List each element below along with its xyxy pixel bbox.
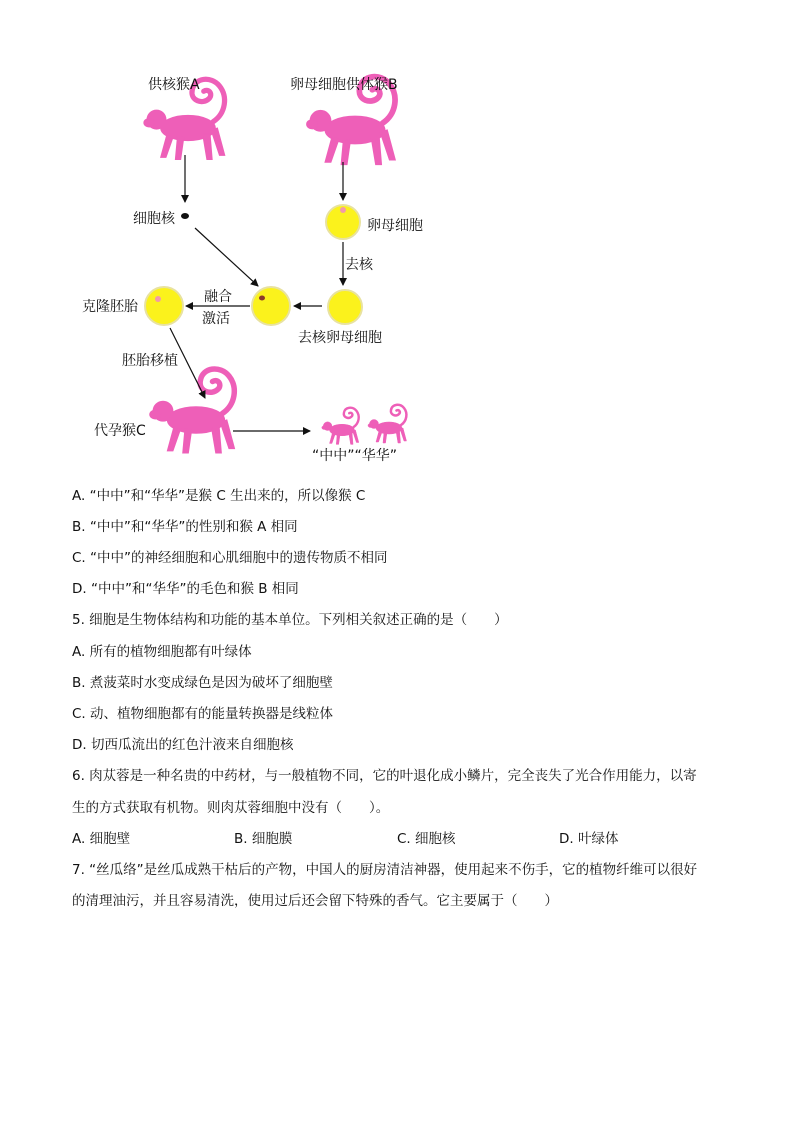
q6-options (72, 827, 732, 847)
cloning-diagram (0, 0, 794, 470)
arrow-nucleus-to-fused (195, 228, 258, 286)
nucleus-dot (181, 213, 189, 219)
q7-stem-line1: 7. “丝瓜络”是丝瓜成熟干枯后的产物，中国人的厨房清洁神器，使用起来不伤手，它的植物纤维可以很好 (72, 862, 698, 878)
q6-option-c: C. 细胞核 (397, 831, 456, 847)
baby-monkey-huahua-icon (368, 405, 407, 443)
enucleate-label: 去核 (345, 257, 373, 273)
q5-option-a: A. 所有的植物细胞都有叶绿体 (72, 644, 252, 660)
offspring-label: “中中”“华华” (312, 448, 398, 464)
q6-stem-line1: 6. 肉苁蓉是一种名贵的中药材，与一般植物不同，它的叶退化成小鳞片，完全丧失了光合作用能力，以寄 (72, 768, 697, 784)
q6-option-b: B. 细胞膜 (234, 831, 293, 847)
clone-embryo-cell (145, 287, 183, 325)
baby-monkey-zhongzhong-icon (322, 408, 359, 445)
clone-embryo-label: 克隆胚胎 (82, 299, 138, 315)
q4-option-b: B. “中中”和“华华”的性别和猴 A 相同 (72, 519, 298, 535)
egg-donor-monkey-b-label: 卵母细胞供体猴B (290, 77, 398, 93)
q6-stem-line2: 生的方式获取有机物。则肉苁蓉细胞中没有（ ）。 (72, 800, 390, 816)
q6-option-d: D. 叶绿体 (559, 831, 619, 847)
donor-monkey-a-label: 供核猴A (148, 77, 200, 93)
q4-option-a: A. “中中”和“华华”是猴 C 生出来的，所以像猴 C (72, 488, 366, 504)
q5-stem: 5. 细胞是生物体结构和功能的基本单位。下列相关叙述正确的是（ ） (72, 612, 508, 628)
q4-option-c: C. “中中”的神经细胞和心肌细胞中的遗传物质不相同 (72, 550, 388, 566)
q5-option-c: C. 动、植物细胞都有的能量转换器是线粒体 (72, 706, 334, 722)
cloning-diagram-graphics (0, 0, 794, 470)
activation-label: 激活 (202, 311, 230, 327)
embryo-transfer-label: 胚胎移植 (122, 353, 178, 369)
q7-stem-line2: 的清理油污，并且容易清洗，使用过后还会留下特殊的香气。它主要属于（ ） (72, 893, 558, 909)
oocyte-cell (326, 205, 360, 239)
q4-option-d: D. “中中”和“华华”的毛色和猴 B 相同 (72, 581, 299, 597)
fusion-label: 融合 (204, 289, 232, 305)
enucleated-oocyte-label: 去核卵母细胞 (298, 330, 382, 346)
oocyte-label: 卵母细胞 (367, 218, 423, 234)
q5-option-b: B. 煮菠菜时水变成绿色是因为破坏了细胞壁 (72, 675, 333, 691)
surrogate-monkey-c-label: 代孕猴C (94, 423, 146, 439)
q6-option-a: A. 细胞壁 (72, 831, 131, 847)
q5-option-d: D. 切西瓜流出的红色汁液来自细胞核 (72, 737, 294, 753)
fused-cell (252, 287, 290, 325)
monkey-c-icon (150, 369, 235, 453)
enucleated-oocyte-cell (328, 290, 362, 324)
nucleus-label: 细胞核 (133, 211, 175, 227)
